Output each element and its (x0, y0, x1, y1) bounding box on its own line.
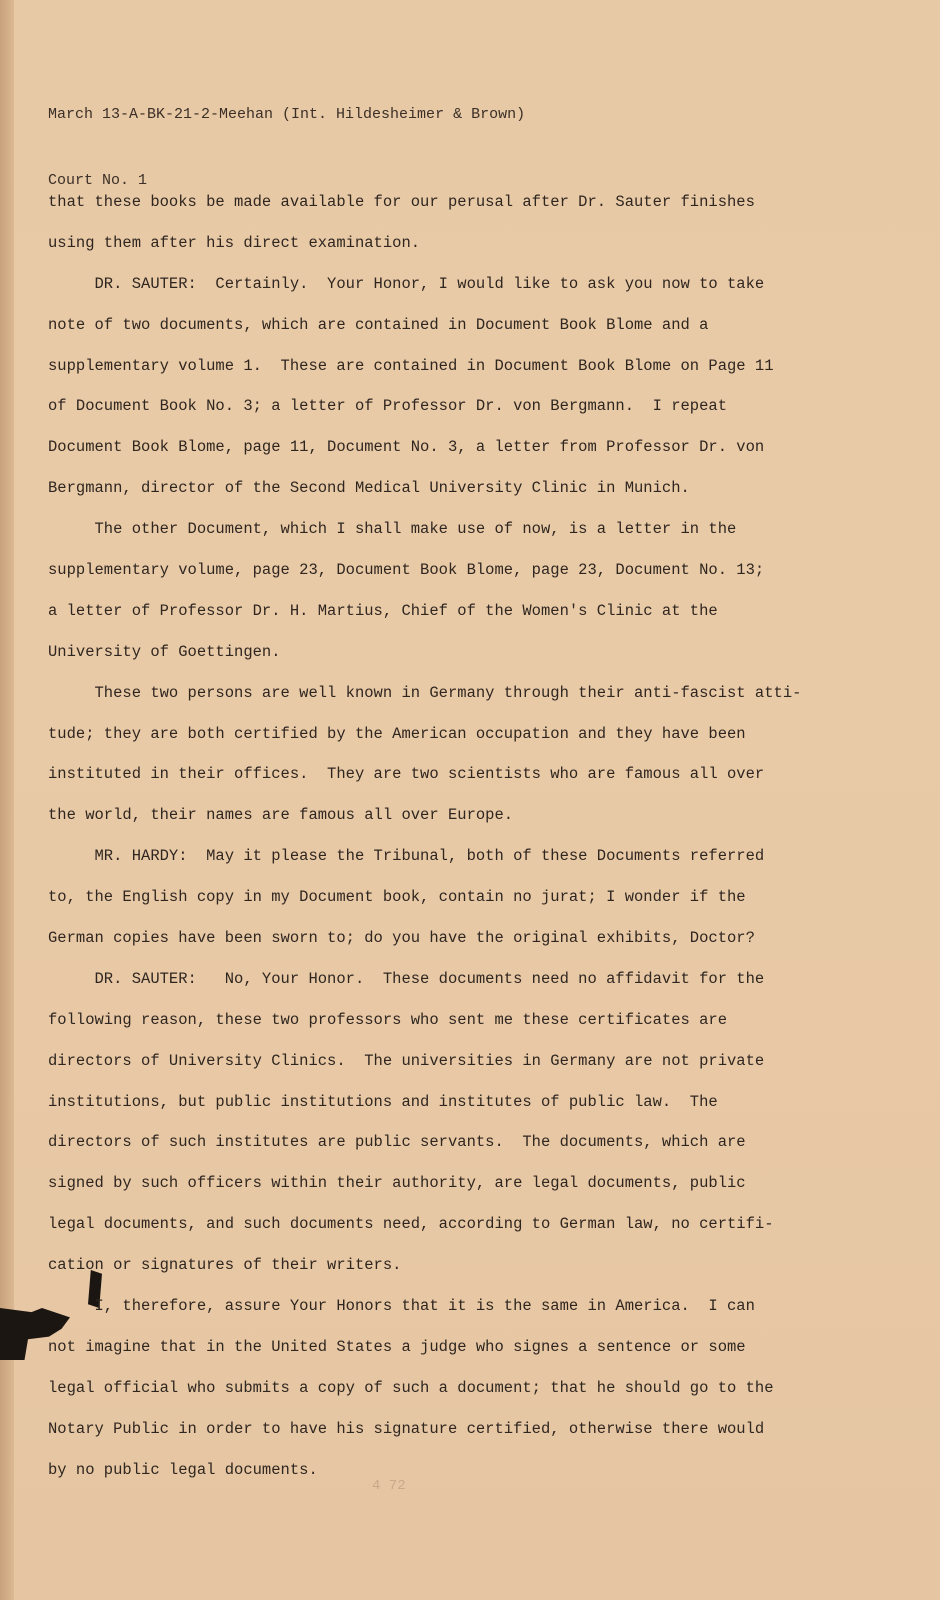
transcript-line: following reason, these two professors who sent me these certificates are (48, 1010, 728, 1029)
transcript-line: instituted in their offices. They are two scientists who are famous all over (48, 765, 765, 784)
transcript-line: tude; they are both certified by the American occupation and they have been (48, 724, 746, 743)
transcript-line: legal official who submits a copy of such a document; that he should go to the (48, 1378, 774, 1397)
transcript-line: DR. SAUTER: No, Your Honor. These documents need no affidavit for the (48, 969, 765, 988)
transcript-body (48, 182, 928, 1491)
transcript-line: Bergmann, director of the Second Medical University Clinic in Munich. (48, 479, 690, 498)
transcript-line: I, therefore, assure Your Honors that it is the same in America. I can (48, 1297, 755, 1316)
transcript-line: supplementary volume 1. These are contained in Document Book Blome on Page 11 (48, 356, 774, 375)
transcript-line: note of two documents, which are contained in Document Book Blome and a (48, 315, 709, 334)
transcript-line: a letter of Professor Dr. H. Martius, Chief of the Women's Clinic at the (48, 601, 718, 620)
transcript-line: German copies have been sworn to; do you have the original exhibits, Doctor? (48, 929, 755, 948)
page-folio: 4 72 (372, 1478, 406, 1494)
transcript-line: University of Goettingen. (48, 642, 281, 661)
transcript-line: cation or signatures of their writers. (48, 1256, 402, 1275)
transcript-line: that these books be made available for our perusal after Dr. Sauter finishes (48, 193, 755, 211)
transcript-line: legal documents, and such documents need, according to German law, no certifi- (48, 1215, 774, 1234)
transcript-line: to, the English copy in my Document book, contain no jurat; I wonder if the (48, 888, 746, 907)
transcript-line: by no public legal documents. (48, 1460, 318, 1479)
transcript-line: signed by such officers within their authority, are legal documents, public (48, 1174, 746, 1193)
transcript-line: directors of such institutes are public servants. The documents, which are (48, 1133, 746, 1152)
transcript-line: institutions, but public institutions and institutes of public law. The (48, 1092, 718, 1111)
transcript-line: The other Document, which I shall make use of now, is a letter in the (48, 520, 737, 539)
transcript-line: the world, their names are famous all over Europe. (48, 806, 514, 825)
transcript-line: Document Book Blome, page 11, Document No. 3, a letter from Professor Dr. von (48, 438, 765, 457)
transcript-line: supplementary volume, page 23, Document Book Blome, page 23, Document No. 13; (48, 561, 765, 580)
header-session-line: March 13-A-BK-21-2-Meehan (Int. Hildesheimer & Brown) (48, 106, 526, 123)
transcript-line: Notary Public in order to have his signature certified, otherwise there would (48, 1419, 765, 1438)
transcript-line: not imagine that in the United States a judge who signes a sentence or some (48, 1337, 746, 1356)
transcript-line: directors of University Clinics. The universities in Germany are not private (48, 1051, 765, 1070)
transcript-line: MR. HARDY: May it please the Tribunal, both of these Documents referred (48, 847, 765, 866)
transcript-line: DR. SAUTER: Certainly. Your Honor, I would like to ask you now to take (48, 274, 765, 293)
header-court-line: Court No. 1 (48, 172, 148, 189)
transcript-line: of Document Book No. 3; a letter of Professor Dr. von Bergmann. I repeat (48, 397, 728, 416)
transcript-line: These two persons are well known in Germany through their anti-fascist atti- (48, 683, 802, 702)
paper-edge (0, 0, 14, 1600)
transcript-line: using them after his direct examination. (48, 233, 421, 252)
